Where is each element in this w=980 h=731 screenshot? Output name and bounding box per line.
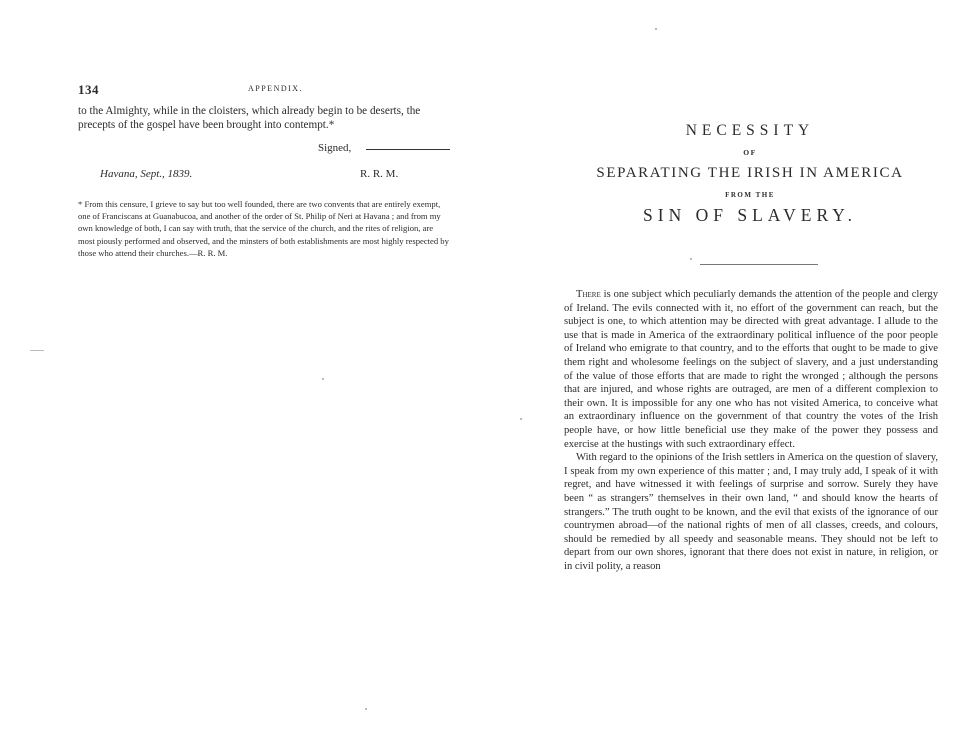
paragraph (564, 288, 938, 451)
paragraph-text: is one subject which peculiarly demands the attention of the people and clergy of Ireland. The evils connected with it, no effort of the government can reach, but the subject is one, to which attention may be directed with great advantage. I allude to the use that is made in America of the extraordinary political influence of the poor people of Ireland who emigrate to that country, and to the efforts that ought to be made to give them right and wholesome feelings on the subject of slavery, and a just understanding of the value of those efforts that are made to right the wronged ; although the persons that are injured, and whose rights are outraged, are men of a different complexion to their own. It is impossible for any one who has not visited America, to conceive what an extraordinary influence on the government of that country the votes of the Irish people have, or how little beneficial use they make of the power they possess and exercise at the hustings with such extraordinary effect. (564, 289, 938, 450)
left-page (60, 72, 460, 692)
scan-speck (690, 258, 692, 260)
title-line-of: OF (743, 148, 757, 157)
dateline-row (78, 168, 450, 184)
title-line-separating: SEPARATING THE IRISH IN AMERICA (596, 165, 904, 181)
right-page (560, 100, 940, 660)
signed-label: Signed, (318, 142, 352, 154)
running-title: APPENDIX. (248, 84, 304, 93)
scan-speck (365, 708, 367, 710)
chapter-title (560, 122, 940, 226)
dateline: Havana, Sept., 1839. (100, 168, 193, 180)
running-head (78, 82, 450, 98)
scan-speck (30, 350, 44, 351)
title-line-necessity: NECESSITY (685, 122, 815, 139)
author-initials: R. R. M. (360, 168, 399, 180)
page-number: 134 (78, 82, 99, 97)
signature-row (78, 142, 450, 158)
title-line-from-the: FROM THE (725, 191, 775, 199)
left-body-text: to the Almighty, while in the cloisters, which already begin to be deserts, the precepts of the gospel have been brought into contempt.* (78, 105, 421, 131)
paragraph-lead-word: There (576, 289, 601, 300)
scan-speck (520, 418, 522, 420)
signature-line (366, 149, 450, 150)
scan-speck (655, 28, 657, 30)
title-divider (700, 264, 818, 265)
footnote: * From this censure, I grieve to say but too well founded, there are two convents that are entirely exempt, one of Franciscans at Guanabucoa, and another of the order of St. Philip of Neri at Havana ; and from my own knowledge of both, I can say with truth, that the service of the church, and the rites of religion, are most piously performed and observed, and the minsters of both establishments are most highly respected by those who attend their churches.—R. R. M. (78, 199, 449, 258)
right-body-text (564, 288, 938, 573)
title-line-sin-of-slavery: SIN OF SLAVERY. (643, 205, 857, 225)
paragraph: With regard to the opinions of the Irish settlers in America on the question of slavery, I speak from my own experience of this matter ; and, I may truly add, I speak of it with regret, and have witnessed it with feelings of surprise and sorrow. Surely they have been “ as strangers” themselves in their own land, “ and should know the hearts of strangers.” The truth ought to be known, and the evil that exists of the ignorance of our countrymen abroad—of the national rights of men of all classes, creeds, and colours, should be remedied by all speedy and seasonable means. They should not be left to depart from our own shores, ignorant that there does not exist in nature, in religion, or in civil polity, a reason (564, 452, 938, 572)
scan-speck (322, 378, 324, 380)
